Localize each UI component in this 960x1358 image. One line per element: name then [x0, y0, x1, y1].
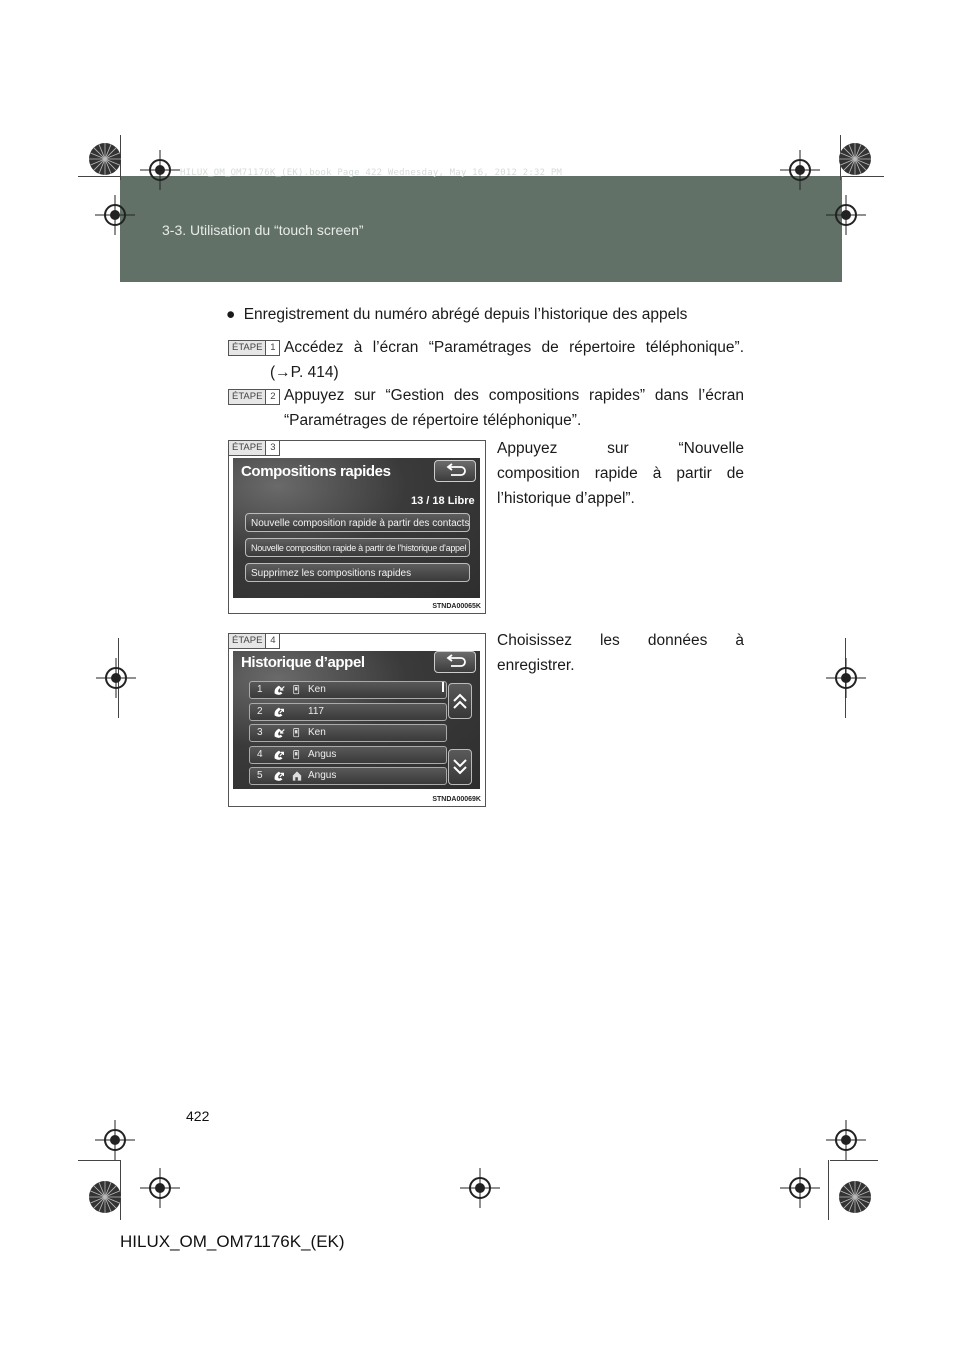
phone-outgoing-icon	[272, 748, 286, 762]
call-history-row[interactable]	[249, 681, 447, 699]
step-2-line-2: “Paramétrages de répertoire téléphonique”.	[284, 412, 582, 429]
crop-line	[830, 1160, 878, 1161]
intro-text: Enregistrement du numéro abrégé depuis l’historique des appels	[243, 306, 688, 323]
crop-line	[78, 176, 120, 177]
step-1-text	[284, 335, 744, 360]
home-phone-icon	[292, 770, 302, 782]
step-number: 2	[265, 390, 279, 404]
back-button[interactable]	[434, 651, 476, 673]
contact-name: Ken	[308, 727, 326, 738]
step-word: ÉTAPE	[229, 390, 265, 404]
scroll-down-icon	[449, 750, 471, 784]
registration-target-icon	[826, 1120, 866, 1160]
row-number: 1	[257, 684, 263, 695]
scroll-down-button[interactable]	[448, 749, 472, 785]
registration-target-icon	[780, 1168, 820, 1208]
step-word: ÉTAPE	[229, 634, 265, 648]
mobile-phone-icon	[292, 749, 302, 761]
contact-name: Angus	[308, 770, 337, 781]
back-arrow-icon	[435, 461, 475, 481]
scroll-up-button[interactable]	[448, 683, 472, 719]
step-1-tag	[228, 340, 280, 356]
step-word: ÉTAPE	[229, 441, 265, 455]
step-3-tag	[228, 440, 280, 456]
figure-caption: STNDA00069K	[432, 796, 481, 803]
step-3-line: composition rapide à partir de	[497, 465, 744, 482]
sunburst-registration-icon	[88, 142, 122, 176]
mobile-phone-icon	[292, 727, 302, 739]
step-4-text	[497, 628, 744, 678]
screen-title: Historique d’appel	[241, 654, 365, 671]
option-from-contacts[interactable]: Nouvelle composition rapide à partir des contacts	[245, 513, 470, 532]
step-4-line: Choisissez les données à	[497, 632, 744, 649]
crop-line	[842, 176, 884, 177]
intro-line	[226, 302, 687, 327]
mobile-phone-icon	[292, 684, 302, 696]
registration-target-icon	[96, 658, 136, 698]
step-number: 1	[265, 341, 279, 355]
screen-historique-appel	[233, 651, 480, 789]
registration-target-icon	[140, 1168, 180, 1208]
sunburst-registration-icon	[838, 1180, 872, 1214]
section-title: 3-3. Utilisation du “touch screen”	[162, 222, 364, 238]
scroll-up-icon	[449, 684, 471, 718]
registration-target-icon	[780, 150, 820, 190]
call-history-row[interactable]	[249, 746, 447, 764]
registration-target-icon	[826, 658, 866, 698]
screen-title: Compositions rapides	[241, 463, 391, 480]
call-history-row[interactable]	[249, 724, 447, 742]
registration-target-icon	[95, 1120, 135, 1160]
registration-target-icon	[460, 1168, 500, 1208]
scroll-indicator	[442, 682, 444, 692]
step-3-figure	[228, 440, 486, 614]
call-history-row[interactable]	[249, 703, 447, 721]
row-number: 3	[257, 727, 263, 738]
phone-outgoing-icon	[272, 705, 286, 719]
sunburst-registration-icon	[88, 1180, 122, 1214]
contact-name: Angus	[308, 748, 337, 760]
option-from-call-history[interactable]: Nouvelle composition rapide à partir de l’historique d’appel	[245, 538, 470, 557]
step-1-line: Accédez à l’écran “Paramétrages de répertoire téléphonique”.	[284, 339, 744, 356]
document-code: HILUX_OM_OM71176K_(EK)	[120, 1232, 345, 1251]
step-4-line: enregistrer.	[497, 657, 575, 674]
screen-compositions-rapides	[233, 458, 480, 598]
step-3-line: l’historique d’appel”.	[497, 490, 635, 507]
step-2-text	[284, 383, 744, 408]
bullet-icon: ●	[226, 306, 236, 323]
back-arrow-icon	[435, 652, 475, 672]
figure-caption: STNDA00065K	[432, 603, 481, 610]
sunburst-registration-icon	[838, 142, 872, 176]
phone-incoming-icon	[272, 683, 286, 697]
option-delete-speed-dials[interactable]: Supprimez les compositions rapides	[245, 563, 470, 582]
book-stamp: HILUX_OM_OM71176K_(EK).book Page 422 Wednesday, May 16, 2012 2:32 PM	[180, 168, 563, 178]
step-4-tag	[228, 633, 280, 649]
contact-name: 117	[308, 705, 324, 717]
contact-name: Ken	[308, 684, 326, 695]
step-word: ÉTAPE	[229, 341, 265, 355]
phone-incoming-icon	[272, 726, 286, 740]
registration-target-icon	[826, 195, 866, 235]
step-2-line: Appuyez sur “Gestion des compositions rapides” dans l’écran	[284, 387, 744, 404]
step-2-tag	[228, 389, 280, 405]
call-history-row[interactable]	[249, 767, 447, 785]
crop-line	[78, 1160, 120, 1161]
phone-outgoing-icon	[272, 769, 286, 783]
step-3-line: Appuyez sur “Nouvelle	[497, 440, 744, 457]
step-4-figure	[228, 633, 486, 807]
step-number: 4	[265, 634, 279, 648]
step-number: 3	[265, 441, 279, 455]
registration-target-icon	[95, 195, 135, 235]
registration-target-icon	[140, 150, 180, 190]
step-3-text	[497, 436, 744, 511]
row-number: 5	[257, 770, 263, 781]
row-number: 2	[257, 705, 263, 717]
crop-line	[828, 1160, 829, 1220]
row-number: 4	[257, 748, 263, 760]
step-1-ref: (→P. 414)	[270, 364, 339, 381]
free-slots-counter: 13 / 18 Libre	[411, 495, 475, 507]
page-number: 422	[186, 1108, 210, 1124]
back-button[interactable]	[434, 460, 476, 482]
